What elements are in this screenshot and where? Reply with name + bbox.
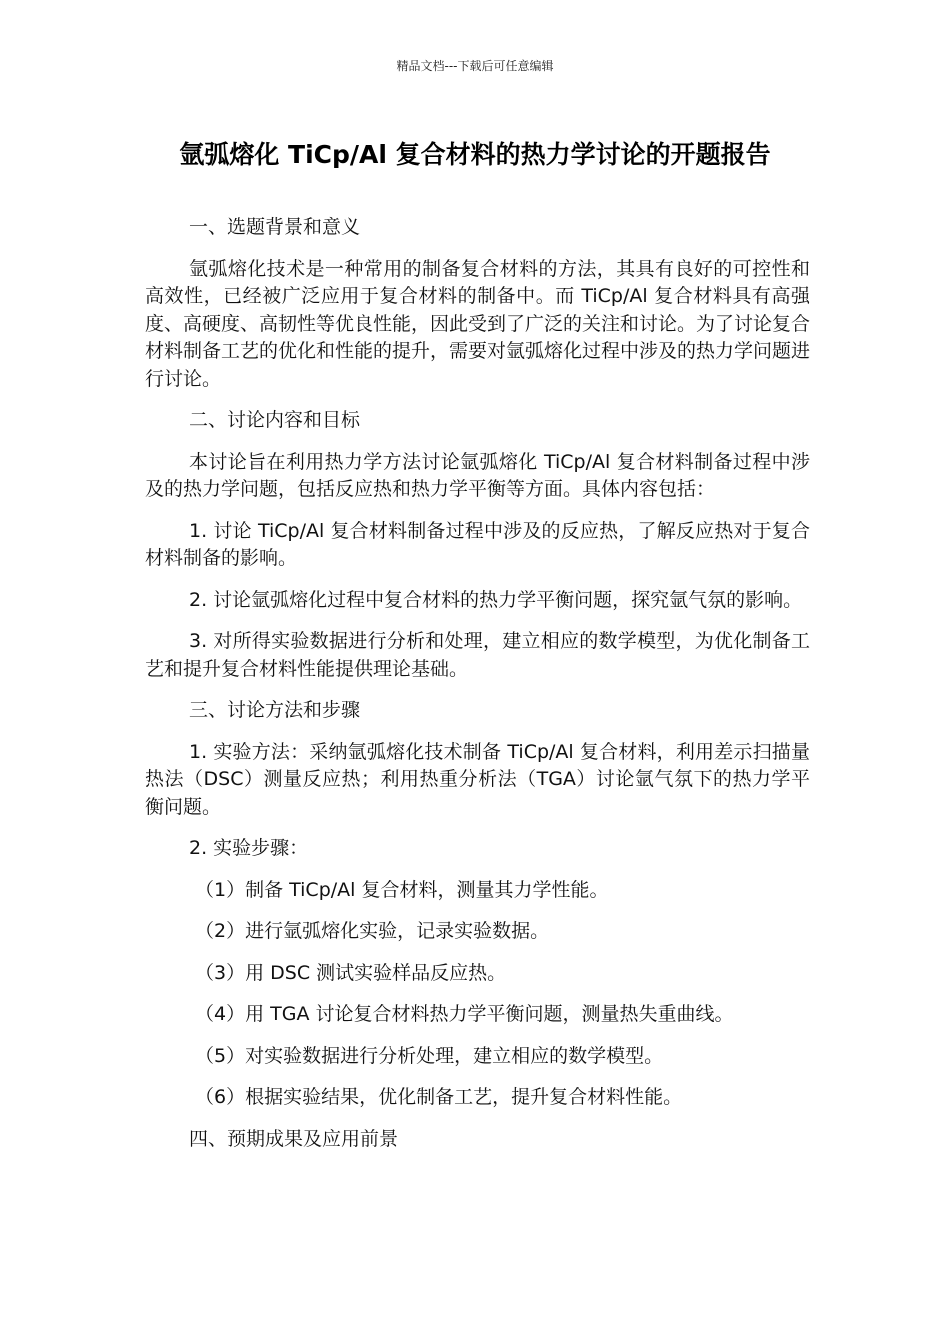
document-body	[145, 214, 810, 1167]
section-heading-background: 一、选题背景和意义	[189, 216, 361, 238]
step-item-4: （4）用 TGA 讨论复合材料热力学平衡问题，测量热失重曲线。	[195, 1003, 734, 1025]
list-item-content-2: 2. 讨论氩弧熔化过程中复合材料的热力学平衡问题，探究氩气氛的影响。	[189, 588, 803, 611]
list-item-content-3: 3. 对所得实验数据进行分析和处理，建立相应的数学模型，为优化制备工艺和提升复合材料性能提供理论基础。	[145, 630, 810, 680]
paragraph-content-intro: 本讨论旨在利用热力学方法讨论氩弧熔化 TiCp/Al 复合材料制备过程中涉及的热力学问题，包括反应热和热力学平衡等方面。具体内容包括：	[145, 450, 810, 500]
list-item-method-1: 1. 实验方法：采纳氩弧熔化技术制备 TiCp/Al 复合材料，利用差示扫描量热法（DSC）测量反应热；利用热重分析法（TGA）讨论氩气氛下的热力学平衡问题。	[145, 740, 810, 818]
section-heading-methods: 三、讨论方法和步骤	[189, 699, 361, 721]
step-item-6: （6）根据实验结果，优化制备工艺，提升复合材料性能。	[195, 1086, 683, 1108]
header-note: 精品文档---下载后可任意编辑	[396, 59, 554, 73]
list-item-content-1: 1. 讨论 TiCp/Al 复合材料制备过程中涉及的反应热，了解反应热对于复合材料制备的影响。	[145, 519, 810, 569]
section-heading-outcomes: 四、预期成果及应用前景	[189, 1127, 399, 1150]
list-item-method-2: 2. 实验步骤：	[189, 837, 309, 859]
step-item-5: （5）对实验数据进行分析处理，建立相应的数学模型。	[195, 1044, 664, 1067]
step-item-1: （1）制备 TiCp/Al 复合材料，测量其力学性能。	[195, 878, 609, 901]
step-item-3: （3）用 DSC 测试实验样品反应热。	[195, 961, 507, 984]
paragraph-background: 氩弧熔化技术是一种常用的制备复合材料的方法，其具有良好的可控性和高效性，已经被广泛应用于复合材料的制备中。而 TiCp/Al 复合材料具有高强度、高硬度、高韧性等优良性能，因此受到了广泛的关注和讨论。为了讨论复合材料制备工艺的优化和性能的提升，需要对氩弧熔化过程中涉及的热力学问题进行讨论。	[145, 257, 811, 390]
document-title: 氩弧熔化 TiCp/Al 复合材料的热力学讨论的开题报告	[179, 140, 771, 169]
section-heading-content-goals: 二、讨论内容和目标	[189, 409, 361, 431]
step-item-2: （2）进行氩弧熔化实验，记录实验数据。	[195, 920, 550, 942]
